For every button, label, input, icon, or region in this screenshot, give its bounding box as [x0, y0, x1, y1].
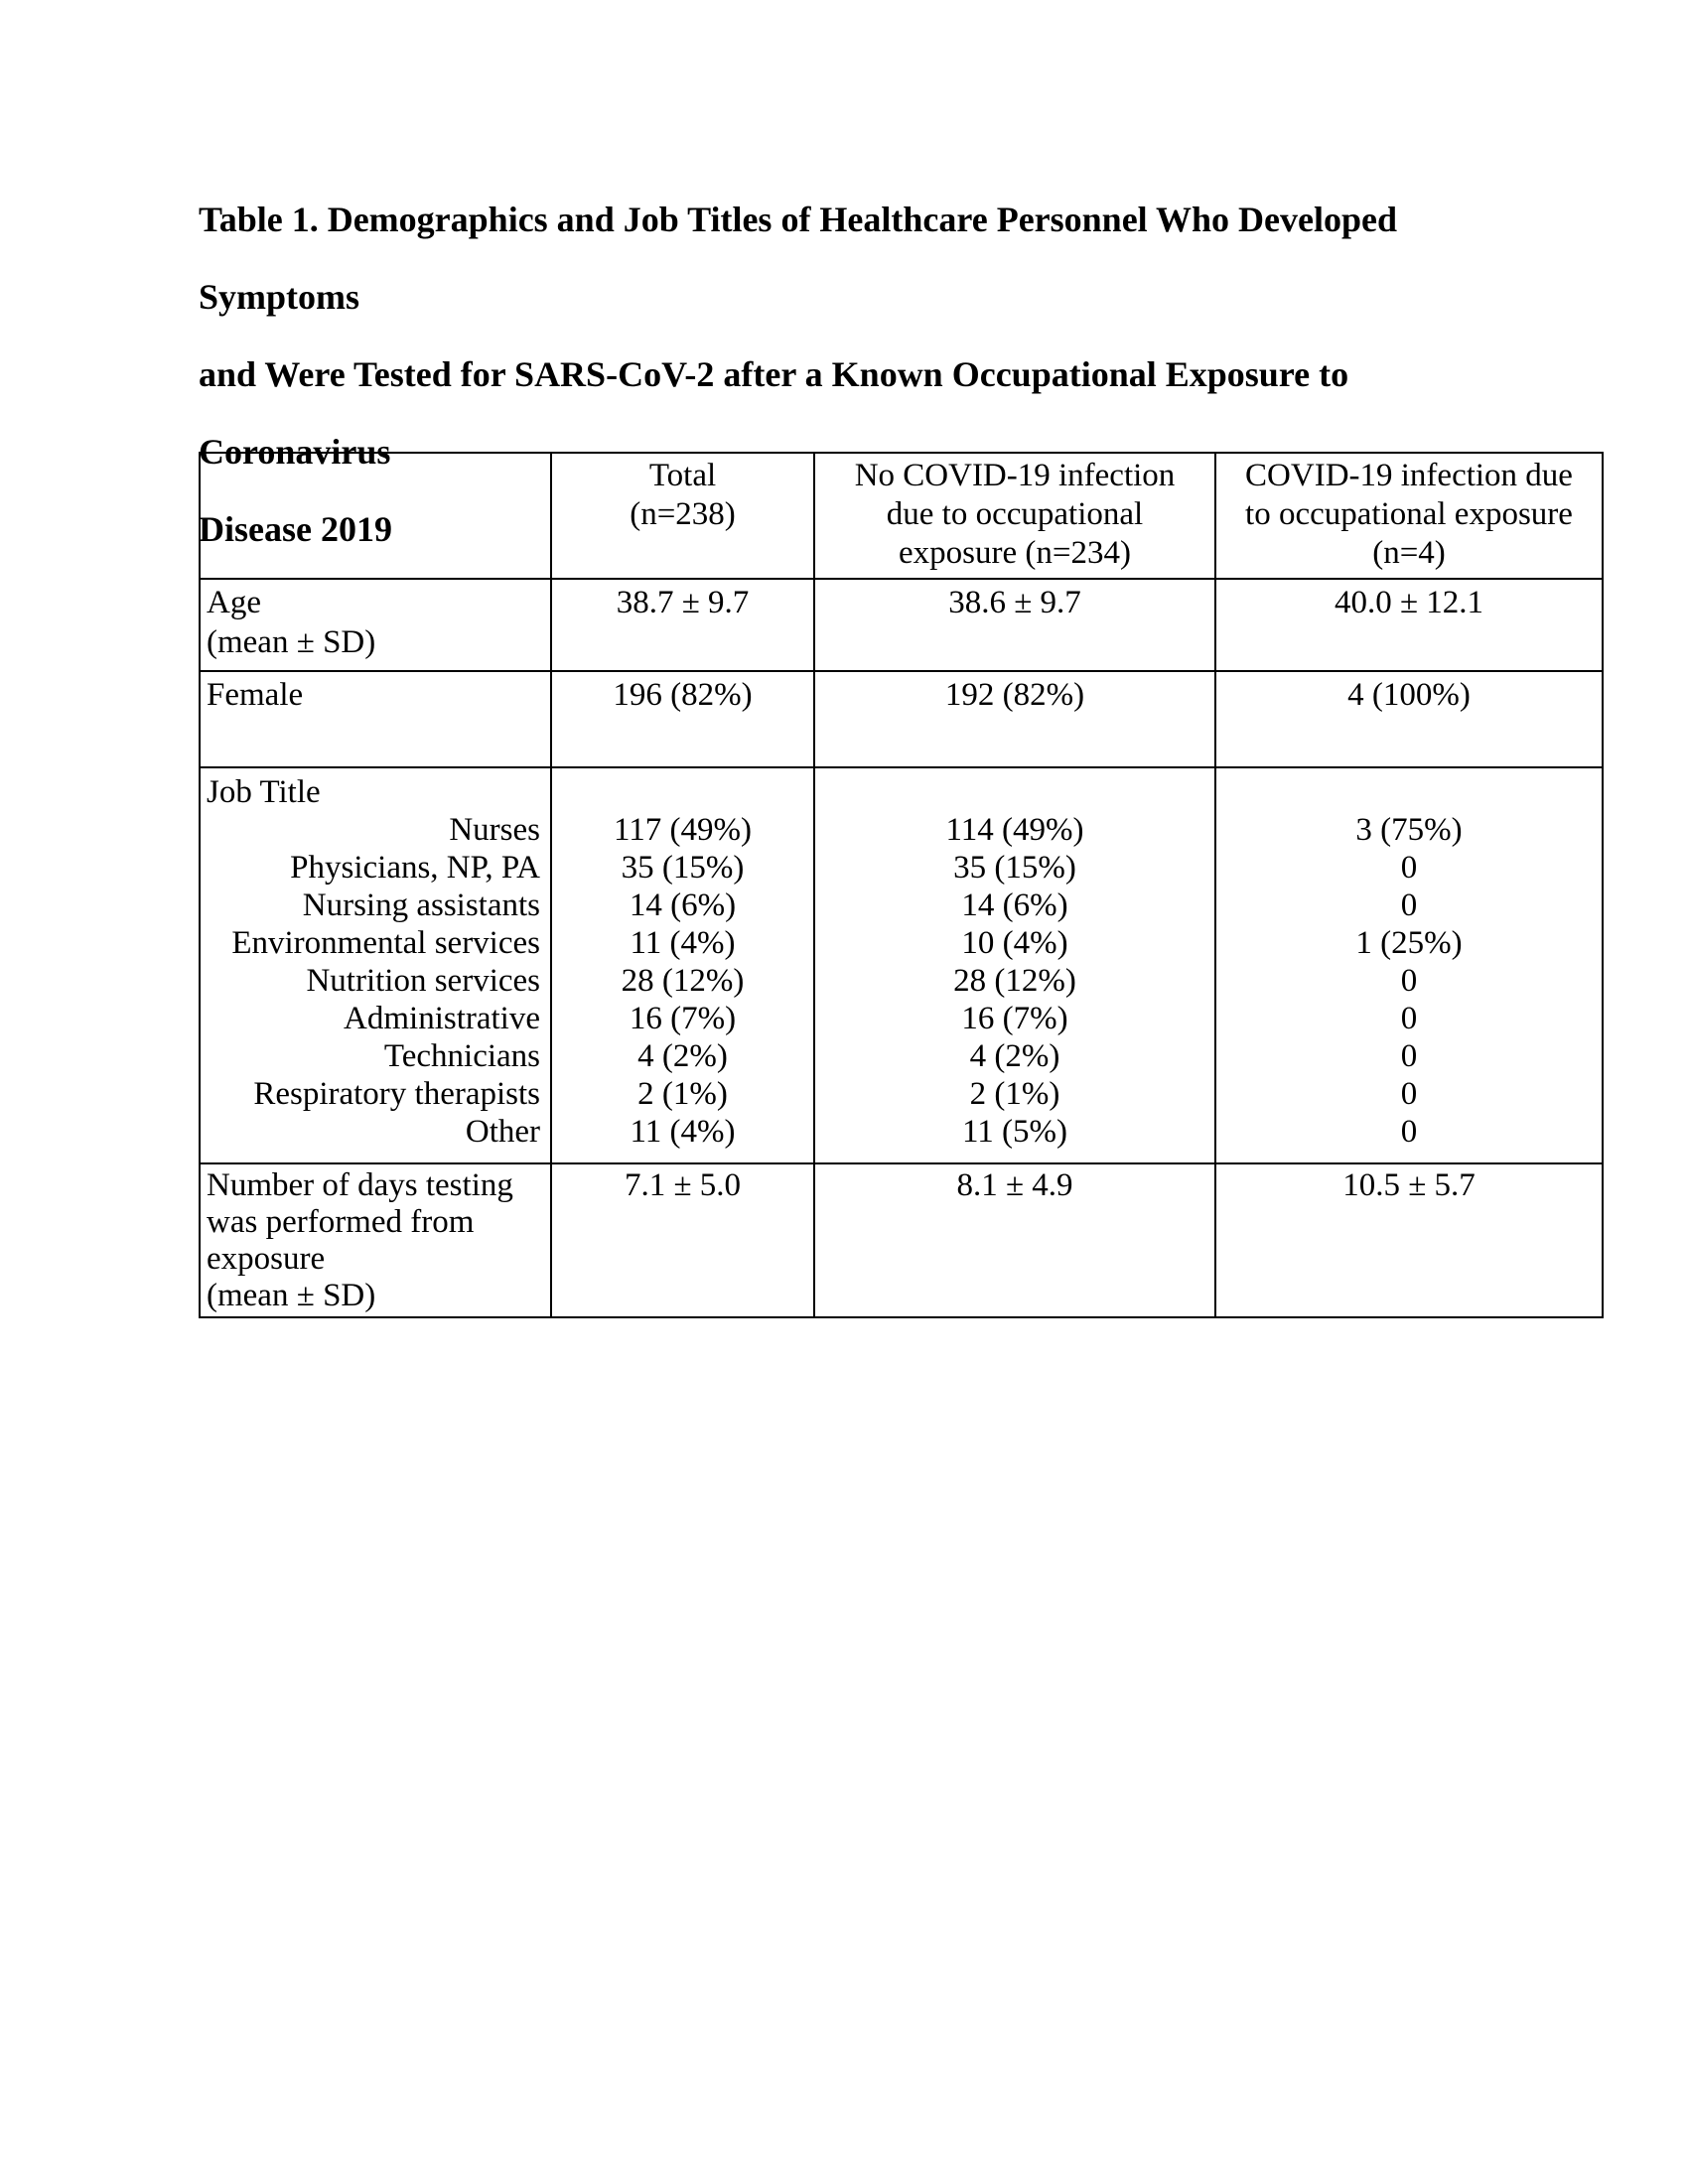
- age-label-line-1: Age: [207, 585, 261, 620]
- job-title-row: [200, 767, 1603, 1163]
- job-title-label-nurses: Nurses: [449, 812, 540, 848]
- job-title-label-respiratory-therapists: Respiratory therapists: [253, 1076, 540, 1112]
- job-title-label-nutrition-services: Nutrition services: [306, 963, 540, 999]
- header-corner-cell: [200, 453, 551, 579]
- job-title-no-covid-nurses: 114 (49%): [945, 812, 1084, 848]
- job-title-total-nurses: 117 (49%): [614, 812, 752, 848]
- job-title-total-spacer: [558, 773, 807, 811]
- job-title-covid-cell: [1215, 767, 1603, 1163]
- days-testing-label-line-1: Number of days testing: [207, 1167, 513, 1203]
- demographics-table: [199, 452, 1604, 1318]
- female-total-value: 196 (82%): [551, 671, 814, 767]
- job-title-no-covid-spacer: [821, 773, 1208, 811]
- job-title-heading: Job Title: [207, 774, 321, 810]
- job-title-total-respiratory-therapists: 2 (1%): [637, 1076, 728, 1112]
- header-no-covid-line-1: No COVID-19 infection: [854, 458, 1176, 493]
- age-label-cell: [200, 579, 551, 671]
- job-title-covid-respiratory-therapists: 0: [1400, 1076, 1418, 1112]
- job-title-label-physicians: Physicians, NP, PA: [290, 850, 540, 886]
- job-title-no-covid-technicians: 4 (2%): [969, 1038, 1060, 1074]
- job-title-labels-cell: [200, 767, 551, 1163]
- job-title-no-covid-nursing-assistants: 14 (6%): [961, 887, 1068, 923]
- days-testing-covid-value: 10.5 ± 5.7: [1215, 1163, 1603, 1317]
- job-title-total-technicians: 4 (2%): [637, 1038, 728, 1074]
- age-row: [200, 579, 1603, 671]
- header-no-covid-line-3: exposure (n=234): [899, 535, 1131, 571]
- job-title-covid-physicians: 0: [1400, 850, 1418, 886]
- job-title-label-other: Other: [465, 1114, 540, 1150]
- job-title-no-covid-cell: [814, 767, 1215, 1163]
- job-title-label-technicians: Technicians: [383, 1038, 540, 1074]
- job-title-covid-environmental-services: 1 (25%): [1355, 925, 1463, 961]
- header-total-line-1: Total: [648, 458, 717, 493]
- header-covid-line-1: COVID-19 infection due: [1245, 458, 1573, 493]
- job-title-label-environmental-services: Environmental services: [231, 925, 540, 961]
- job-title-no-covid-physicians: 35 (15%): [953, 850, 1076, 886]
- job-title-total-physicians: 35 (15%): [621, 850, 745, 886]
- table-header-row: [200, 453, 1603, 579]
- job-title-covid-technicians: 0: [1400, 1038, 1418, 1074]
- job-title-total-other: 11 (4%): [630, 1114, 736, 1150]
- page-title-line-1: Table 1. Demographics and Job Titles of Healthcare Personnel Who Developed Symptoms: [199, 200, 1398, 317]
- job-title-total-administrative: 16 (7%): [629, 1001, 737, 1036]
- female-covid-value: 4 (100%): [1215, 671, 1603, 767]
- job-title-no-covid-other: 11 (5%): [962, 1114, 1067, 1150]
- days-testing-label-line-4: (mean ± SD): [207, 1278, 376, 1313]
- days-testing-row: [200, 1163, 1603, 1317]
- female-label-cell: Female: [200, 671, 551, 767]
- job-title-total-nursing-assistants: 14 (6%): [629, 887, 737, 923]
- job-title-no-covid-administrative: 16 (7%): [961, 1001, 1068, 1036]
- page-title-line-2: and Were Tested for SARS-CoV-2 after a Known Occupational Exposure to Coronavirus: [199, 354, 1349, 472]
- job-title-covid-administrative: 0: [1400, 1001, 1418, 1036]
- header-covid-line-2: to occupational exposure: [1245, 496, 1573, 532]
- job-title-covid-nursing-assistants: 0: [1400, 887, 1418, 923]
- days-testing-no-covid-value: 8.1 ± 4.9: [814, 1163, 1215, 1317]
- age-no-covid-value: 38.6 ± 9.7: [814, 579, 1215, 671]
- header-covid-line-3: (n=4): [1372, 535, 1446, 571]
- female-row: [200, 671, 1603, 767]
- job-title-covid-nurses: 3 (75%): [1355, 812, 1463, 848]
- job-title-covid-nutrition-services: 0: [1400, 963, 1418, 999]
- job-title-covid-spacer: [1222, 773, 1596, 811]
- job-title-label-nursing-assistants: Nursing assistants: [302, 887, 540, 923]
- age-covid-value: 40.0 ± 12.1: [1215, 579, 1603, 671]
- job-title-total-environmental-services: 11 (4%): [630, 925, 736, 961]
- page-title-line-3: Disease 2019: [199, 509, 392, 549]
- job-title-total-nutrition-services: 28 (12%): [621, 963, 745, 999]
- header-total-line-2: (n=238): [630, 496, 736, 532]
- job-title-no-covid-environmental-services: 10 (4%): [961, 925, 1068, 961]
- job-title-total-cell: [551, 767, 814, 1163]
- age-label-line-2: (mean ± SD): [207, 624, 376, 660]
- job-title-no-covid-respiratory-therapists: 2 (1%): [969, 1076, 1060, 1112]
- job-title-covid-other: 0: [1400, 1114, 1418, 1150]
- header-no-covid-cell: [814, 453, 1215, 579]
- female-no-covid-value: 192 (82%): [814, 671, 1215, 767]
- days-testing-label-cell: [200, 1163, 551, 1317]
- header-total-cell: [551, 453, 814, 579]
- header-covid-cell: [1215, 453, 1603, 579]
- days-testing-label-line-2: was performed from: [207, 1204, 475, 1240]
- job-title-label-administrative: Administrative: [344, 1001, 540, 1036]
- header-no-covid-line-2: due to occupational: [886, 496, 1144, 532]
- job-title-no-covid-nutrition-services: 28 (12%): [953, 963, 1076, 999]
- days-testing-total-value: 7.1 ± 5.0: [551, 1163, 814, 1317]
- days-testing-label-line-3: exposure: [207, 1241, 326, 1277]
- age-total-value: 38.7 ± 9.7: [551, 579, 814, 671]
